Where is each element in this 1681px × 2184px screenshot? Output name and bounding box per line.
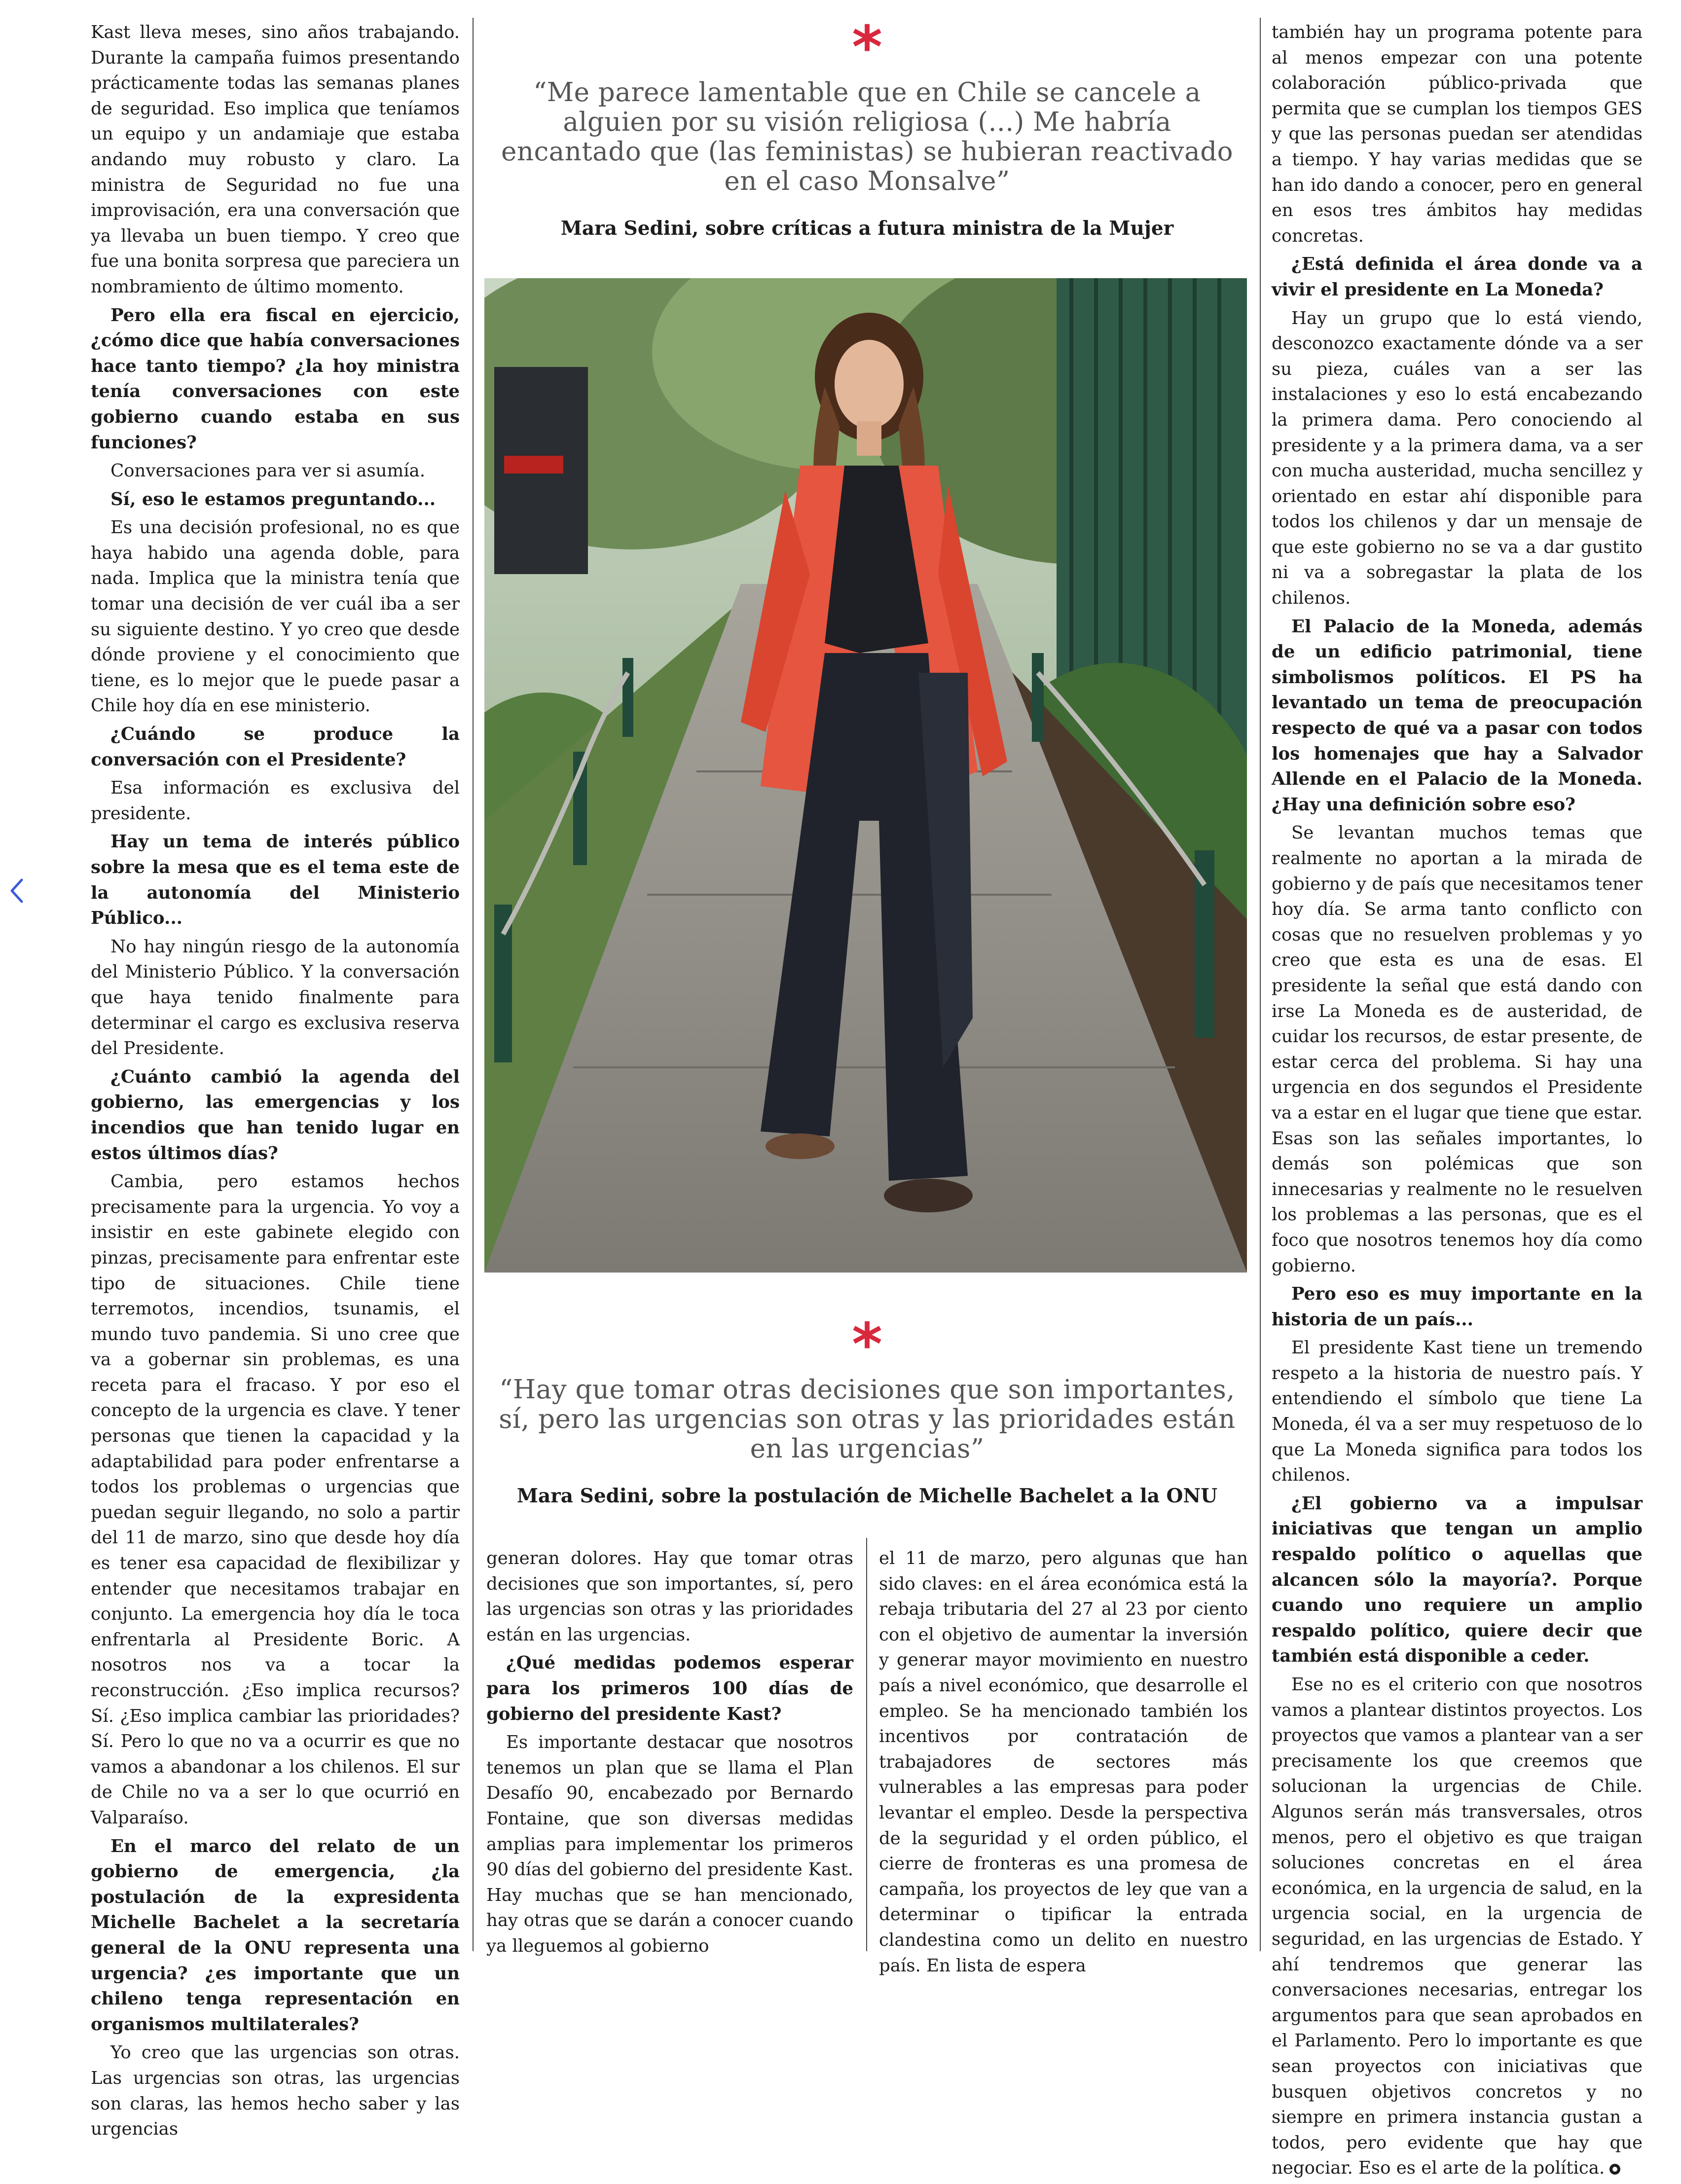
interview-question: Hay un tema de interés público sobre la mesa que es el tema este de la autonomía del Ministerio Público... <box>91 832 460 929</box>
article-photo <box>484 278 1247 1273</box>
interview-question: ¿Cuánto cambió la agenda del gobierno, las emergencias y los incendios que han tenido lugar en estos últimos días? <box>91 1066 460 1164</box>
article-column-3 <box>879 1546 1248 1981</box>
interview-answer <box>1272 1672 1643 2181</box>
paragraph: generan dolores. Hay que tomar otras decisiones que son importantes, sí, pero las urgencias son otras y las prioridades están en las urgencias. <box>486 1548 853 1645</box>
interview-question: ¿Cuándo se produce la conversación con el Presidente? <box>91 724 460 770</box>
interview-answer: Yo creo que las urgencias son otras. Las urgencias son otras, las urgencias son claras, las hemos hecho saber y las urgencias <box>91 2042 460 2140</box>
pull-quote-text: “Me parece lamentable que en Chile se cancele a alguien por su visión religiosa (...) Me habría encantado que (las feministas) se hubieran reactivado en el caso Monsalve” <box>501 77 1234 196</box>
interview-answer: Conversaciones para ver si asumía. <box>110 461 425 481</box>
paragraph: el 11 de marzo, pero algunas que han sido claves: en el área económica está la rebaja tributaria del 27 al 23 por ciento con el objetivo de aumentar la inversión y generar mayor movimiento en nuestro país a nivel económico, que desarrolle el empleo. Se ha mencionado también los incentivos por contratación de trabajadores de sectores más vulnerables a las empresas para poder levantar el empleo. Desde la perspectiva de la seguridad y el orden público, el cierre de fronteras es una promesa de campaña, los proyectos de ley que van a determinar o tipificar la entrada clandestina como un delito en nuestro país. En lista de espera <box>879 1548 1248 1976</box>
article-column-2 <box>486 1546 853 1962</box>
pull-quote-text: “Hay que tomar otras decisiones que son importantes, sí, pero las urgencias son otras y las prioridades están en las urgencias” <box>499 1375 1236 1464</box>
interview-answer-text: Ese no es el criterio con que nosotros vamos a plantear distintos proyectos. Los proyectos que vamos a plantear van a ser precisamente los que creemos que solucionan la urgencias de Chile. Algunos serán más transversales, otros menos, pero el objetivo es que traigan soluciones concretas en el área económica, en la urgencia de salud, en la urgencia social, en la urgencia de seguridad, en las urgencias de Estado. Y ahí tendremos que generar las conversaciones necesarias, entregar los argumentos para que sean aprobados en el Parlamento. Pero lo importante es que sean proyectos con iniciativas que busquen objetivos concretos y no siempre en primera instancia gustan a todos, pero evidente que hay que negociar. Eso es el arte de la política. <box>1272 1674 1643 2179</box>
photo-woman-walking <box>484 278 1247 1273</box>
paragraph: también hay un programa potente para al menos empezar con una potente colaboración público-privada que permita que se cumplan los tiempos GES y que las personas puedan ser atendidas a tiempo. Y hay varias medidas que se han ido dando a conocer, pero en general en esos tres ámbitos hay medidas concretas. <box>1272 22 1643 246</box>
interview-answer: Hay un grupo que lo está viendo, desconozco exactamente dónde va a ser su pieza, cuáles van a ser las instalaciones y eso lo está encabezando la primera dama. Pero conociendo al presidente y a la primera dama, va a ser con mucha austeridad, mucha sencillez y orientado en estar ahí disponible para todos los chilenos y dar un mensaje de que este gobierno no se va a dar gustito ni va a sobregastar la plata de los chilenos. <box>1272 308 1643 609</box>
interview-answer: Es importante destacar que nosotros tenemos un plan que se llama el Plan Desafío 90, encabezado por Bernardo Fontaine, que son diversas medidas amplias para implementar los primeros 90 días del gobierno del presidente Kast. Hay muchas que se han mencionado, hay otras que se darán a conocer cuando ya lleguemos al gobierno <box>486 1732 853 1956</box>
column-rule <box>473 18 474 1951</box>
interview-question: ¿Qué medidas podemos esperar para los primeros 100 días de gobierno del presidente Kast? <box>486 1653 853 1724</box>
interview-answer: Cambia, pero estamos hechos precisamente para la urgencia. Yo voy a insistir en este gabinete elegido con pinzas, precisamente para enfrentar este tipo de situaciones. Chile tiene terremotos, incendios, tsunamis, el mundo tuvo pandemia. Si uno cree que va a gobernar sin problemas, es una receta para el fracaso. Y por eso el concepto de la urgencia es clave. Y tener personas que tienen la capacidad y la adaptabilidad para poder enfrentarse a todos los problemas o urgencias que puedan seguir llegando, no solo a partir del 11 de marzo, sino que desde hoy día es tener esa capacidad de flexibilizar y entender que necesitamos trabajar en conjunto. La emergencia hoy día le toca enfrentarla al Presidente Boric. A nosotros nos va a tocar la reconstrucción. ¿Eso implica recursos? Sí. ¿Eso implica cambiar las prioridades? Sí. Pero lo que no va a ocurrir es que no vamos a abandonar a los chilenos. El sur de Chile no va a ser lo que ocurrió en Valparaíso. <box>91 1171 460 1828</box>
interview-answer: Es una decisión profesional, no es que haya habido una agenda doble, para nada. Implica que la ministra tenía que tomar una decisión de ver cuál iba a ser su siguiente destino. Y yo creo que desde dónde proviene y el conocimiento que tiene, es lo mejor que le puede pasar a Chile hoy día en ese ministerio. <box>91 517 460 716</box>
interview-question: Sí, eso le estamos preguntando... <box>110 489 436 510</box>
pull-quote-attribution: Mara Sedini, sobre críticas a futura ministra de la Mujer <box>560 217 1174 240</box>
interview-question: En el marco del relato de un gobierno de emergencia, ¿la postulación de la expresidenta Michelle Bachelet a la secretaría general de la ONU representa una urgencia? ¿es importante que un chileno tenga representación en organismos multilaterales? <box>91 1836 460 2035</box>
interview-question: El Palacio de la Moneda, además de un edificio patrimonial, tiene simbolismos políticos. El PS ha levantado un tema de preocupación respecto de qué va a pasar con todos los homenajes que hay a Salvador Allende en el Palacio de la Moneda. ¿Hay una definición sobre eso? <box>1272 616 1643 815</box>
interview-question: ¿Está definida el área donde va a vivir el presidente en La Moneda? <box>1272 254 1643 300</box>
pull-quote-top <box>486 13 1248 240</box>
interview-answer: No hay ningún riesgo de la autonomía del Ministerio Público. Y la conversación que haya tenido finalmente para determinar el cargo es exclusiva reserva del Presidente. <box>91 936 460 1059</box>
end-of-article-icon <box>1609 2164 1620 2175</box>
paragraph: Kast lleva meses, sino años trabajando. Durante la campaña fuimos presentando prácticamente todas las semanas planes de seguridad. Eso implica que teníamos un equipo y un andamiaje que estaba andando muy robusto y claro. La ministra de Seguridad no fue una improvisación, era una conversación que ya llevaba un buen tiempo. Y creo que fue una bonita sorpresa que pareciera un nombramiento de último momento. <box>91 22 460 297</box>
interview-answer: El presidente Kast tiene un tremendo respeto a la historia de nuestro país. Y entendiendo el símbolo que tiene La Moneda, él va a ser muy respetuoso de lo que La Moneda significa para todos los chilenos. <box>1272 1338 1643 1486</box>
chevron-left-icon[interactable] <box>7 877 27 905</box>
article-column-1 <box>91 20 460 2145</box>
pull-quote-bottom <box>486 1310 1248 1507</box>
interview-answer: Se levantan muchos temas que realmente no aportan a la mirada de gobierno y de país que necesitamos tener hoy día. Se arma tanto conflicto con cosas que no resuelven problemas y yo creo que esta es una de esas. El presidente la señal que está dando con irse La Moneda es de austeridad, de cuidar los recursos, de estar presente, de estar cerca del problema. Si hay una urgencia en dos segundos el Presidente va a estar en el lugar que tiene que estar. Esas son las señales importantes, lo demás son polémicas que son innecesarias y realmente no le resuelven los problemas a las personas, que es el foco que nosotros tenemos hoy día como gobierno. <box>1272 823 1643 1276</box>
interview-answer: Esa información es exclusiva del presidente. <box>91 778 460 824</box>
interview-question: ¿El gobierno va a impulsar iniciativas que tengan un amplio respaldo político o aquellas que alcancen sólo la mayoría?. Porque cuando uno requiere un amplio respaldo político, quiere decir que también está disponible a ceder. <box>1272 1493 1643 1667</box>
pull-quote-attribution: Mara Sedini, sobre la postulación de Michelle Bachelet a la ONU <box>516 1485 1218 1507</box>
interview-question: Pero eso es muy importante en la historia de un país... <box>1272 1284 1643 1330</box>
asterisk-icon: * <box>852 1310 882 1378</box>
asterisk-icon: * <box>852 13 882 81</box>
interview-question: Pero ella era fiscal en ejercicio, ¿cómo dice que había conversaciones hace tanto tiempo? ¿la hoy ministra tenía conversaciones con este gobierno cuando estaba en sus funciones? <box>91 305 460 453</box>
column-rule <box>1260 18 1261 1951</box>
article-column-4 <box>1272 20 1643 2184</box>
column-rule <box>866 1538 867 1951</box>
